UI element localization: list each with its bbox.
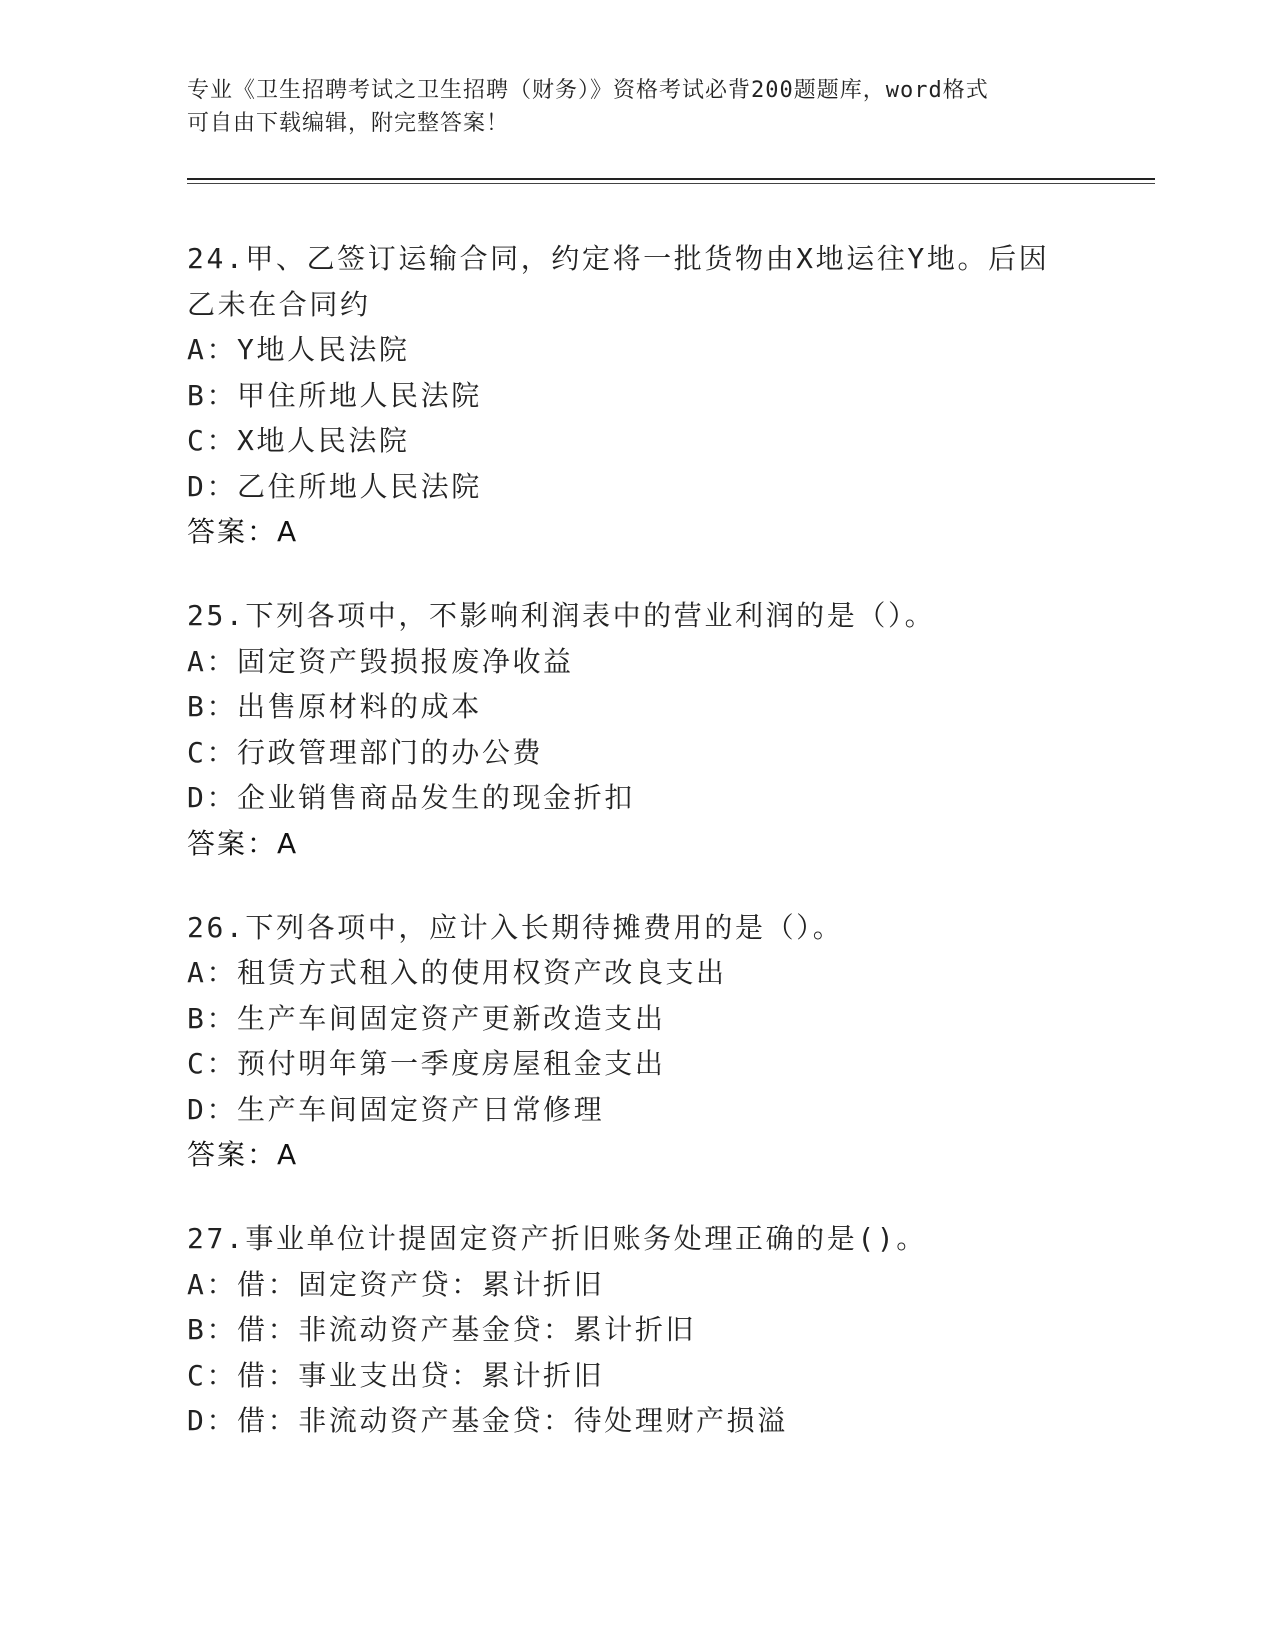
question-24 (187, 236, 1137, 555)
option-c: C：预付明年第一季度房屋租金支出 (187, 1047, 666, 1080)
answer: 答案：A (187, 1138, 299, 1171)
question-25 (187, 593, 1137, 867)
answer: 答案：A (187, 826, 299, 860)
header-line-2: 可自由下载编辑，附完整答案！ (187, 111, 510, 136)
option-c: C：借：事业支出贷：累计折旧 (187, 1358, 605, 1392)
option-b: B：甲住所地人民法院 (187, 378, 482, 412)
answer: 答案：A (187, 515, 299, 548)
question-stem: 25.下列各项中，不影响利润表中的营业利润的是（）。 (187, 599, 936, 632)
header-divider (187, 178, 1155, 180)
option-d: D：借：非流动资产基金贷：待处理财产损溢 (187, 1404, 788, 1437)
question-stem: 27.事业单位计提固定资产折旧账务处理正确的是()。 (187, 1222, 927, 1255)
option-d: D：乙住所地人民法院 (187, 469, 482, 503)
question-stem: 26.下列各项中，应计入长期待摊费用的是（）。 (187, 910, 844, 944)
option-a: A：Y地人民法院 (187, 333, 410, 366)
header-line-1: 专业《卫生招聘考试之卫生招聘（财务）》资格考试必背200题题库，word格式 (187, 78, 989, 103)
option-a: A：租赁方式租入的使用权资产改良支出 (187, 956, 727, 989)
option-d: D：企业销售商品发生的现金折扣 (187, 781, 635, 814)
option-a: A：借：固定资产贷：累计折旧 (187, 1267, 605, 1301)
question-stem: 24.甲、乙签订运输合同，约定将一批货物由X地运往Y地。后因乙未在合同约 (187, 242, 1050, 321)
option-a: A：固定资产毁损报废净收益 (187, 644, 574, 678)
option-d: D：生产车间固定资产日常修理 (187, 1092, 605, 1126)
header-divider-thin (187, 183, 1155, 184)
question-26 (187, 905, 1137, 1179)
question-list (187, 236, 1137, 1482)
option-b: B：借：非流动资产基金贷：累计折旧 (187, 1313, 697, 1346)
document-header (187, 74, 1087, 140)
option-b: B：生产车间固定资产更新改造支出 (187, 1001, 666, 1035)
option-c: C：X地人民法院 (187, 424, 410, 457)
option-b: B：出售原材料的成本 (187, 690, 482, 723)
option-c: C：行政管理部门的办公费 (187, 735, 544, 769)
question-27 (187, 1216, 1137, 1444)
